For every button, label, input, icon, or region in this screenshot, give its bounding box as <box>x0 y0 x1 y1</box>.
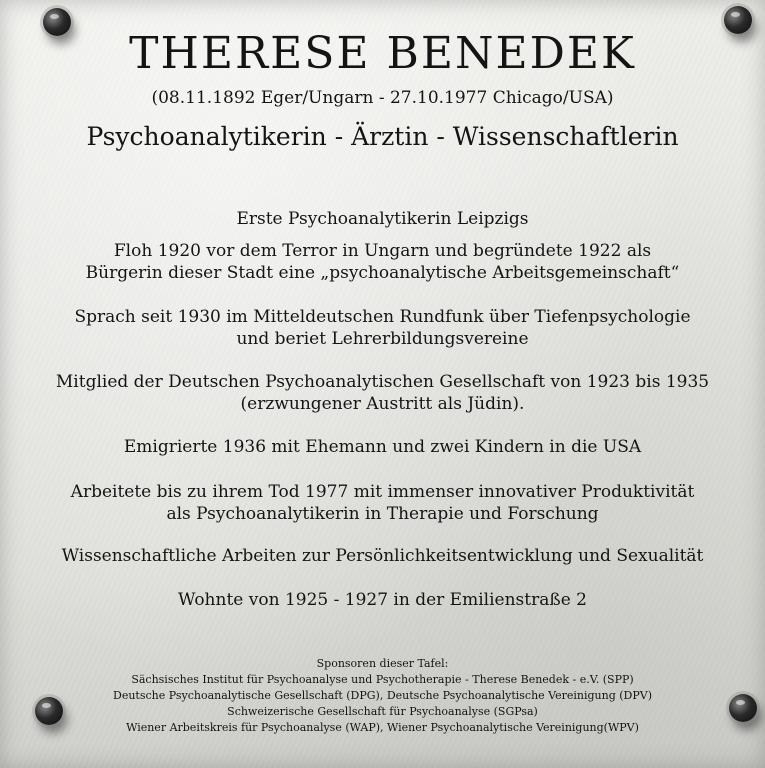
paragraph-7 <box>0 545 765 567</box>
sponsor-line-4: Wiener Arbeitskreis für Psychoanalyse (WAP), Wiener Psychoanalytische Vereinigung(WPV) <box>126 721 639 734</box>
paragraph-5 <box>0 436 765 458</box>
paragraph-3-line-1: Sprach seit 1930 im Mitteldeutschen Rundfunk über Tiefenpsychologie <box>74 307 691 327</box>
plaque-title: THERESE BENEDEK <box>129 28 636 79</box>
sponsor-line-1: Sächsisches Institut für Psychoanalyse und Psychotherapie - Therese Benedek - e.V. (SPP) <box>131 673 634 686</box>
paragraph-2 <box>0 240 765 284</box>
paragraph-6 <box>0 481 765 525</box>
paragraph-3-line-2: und beriet Lehrerbildungsvereine <box>236 329 529 349</box>
paragraph-7-line-1: Wissenschaftliche Arbeiten zur Persönlichkeitsentwicklung und Sexualität <box>61 546 704 566</box>
paragraph-2-line-1: Floh 1920 vor dem Terror in Ungarn und begründete 1922 als <box>113 241 652 261</box>
paragraph-6-line-2: als Psychoanalytikerin in Therapie und Forschung <box>166 504 599 524</box>
paragraph-6-line-1: Arbeitete bis zu ihrem Tod 1977 mit immenser innovativer Produktivität <box>70 482 695 502</box>
paragraph-8-line-1: Wohnte von 1925 - 1927 in der Emilienstraße 2 <box>178 590 587 610</box>
plaque-roles: Psychoanalytikerin - Ärztin - Wissenschaftlerin <box>86 122 679 151</box>
paragraph-4-line-1: Mitglied der Deutschen Psychoanalytischen Gesellschaft von 1923 bis 1935 <box>55 372 710 392</box>
paragraph-4 <box>0 371 765 415</box>
paragraph-8 <box>0 589 765 611</box>
sponsor-line-2: Deutsche Psychoanalytische Gesellschaft (DPG), Deutsche Psychoanalytische Vereinigung (DPV) <box>113 689 652 702</box>
sponsors-heading: Sponsoren dieser Tafel: <box>316 657 449 670</box>
plaque-dates: (08.11.1892 Eger/Ungarn - 27.10.1977 Chicago/USA) <box>151 88 614 108</box>
paragraph-3 <box>0 306 765 350</box>
sponsor-line-3: Schweizerische Gesellschaft für Psychoanalyse (SGPsa) <box>227 705 538 718</box>
sponsors-block <box>0 656 765 736</box>
paragraph-1 <box>0 208 765 230</box>
paragraph-4-line-2: (erzwungener Austritt als Jüdin). <box>240 394 525 414</box>
paragraph-1-line-1: Erste Psychoanalytikerin Leipzigs <box>236 209 529 229</box>
paragraph-2-line-2: Bürgerin dieser Stadt eine „psychoanalytische Arbeitsgemeinschaft“ <box>85 263 680 283</box>
paragraph-5-line-1: Emigrierte 1936 mit Ehemann und zwei Kindern in die USA <box>123 437 642 457</box>
